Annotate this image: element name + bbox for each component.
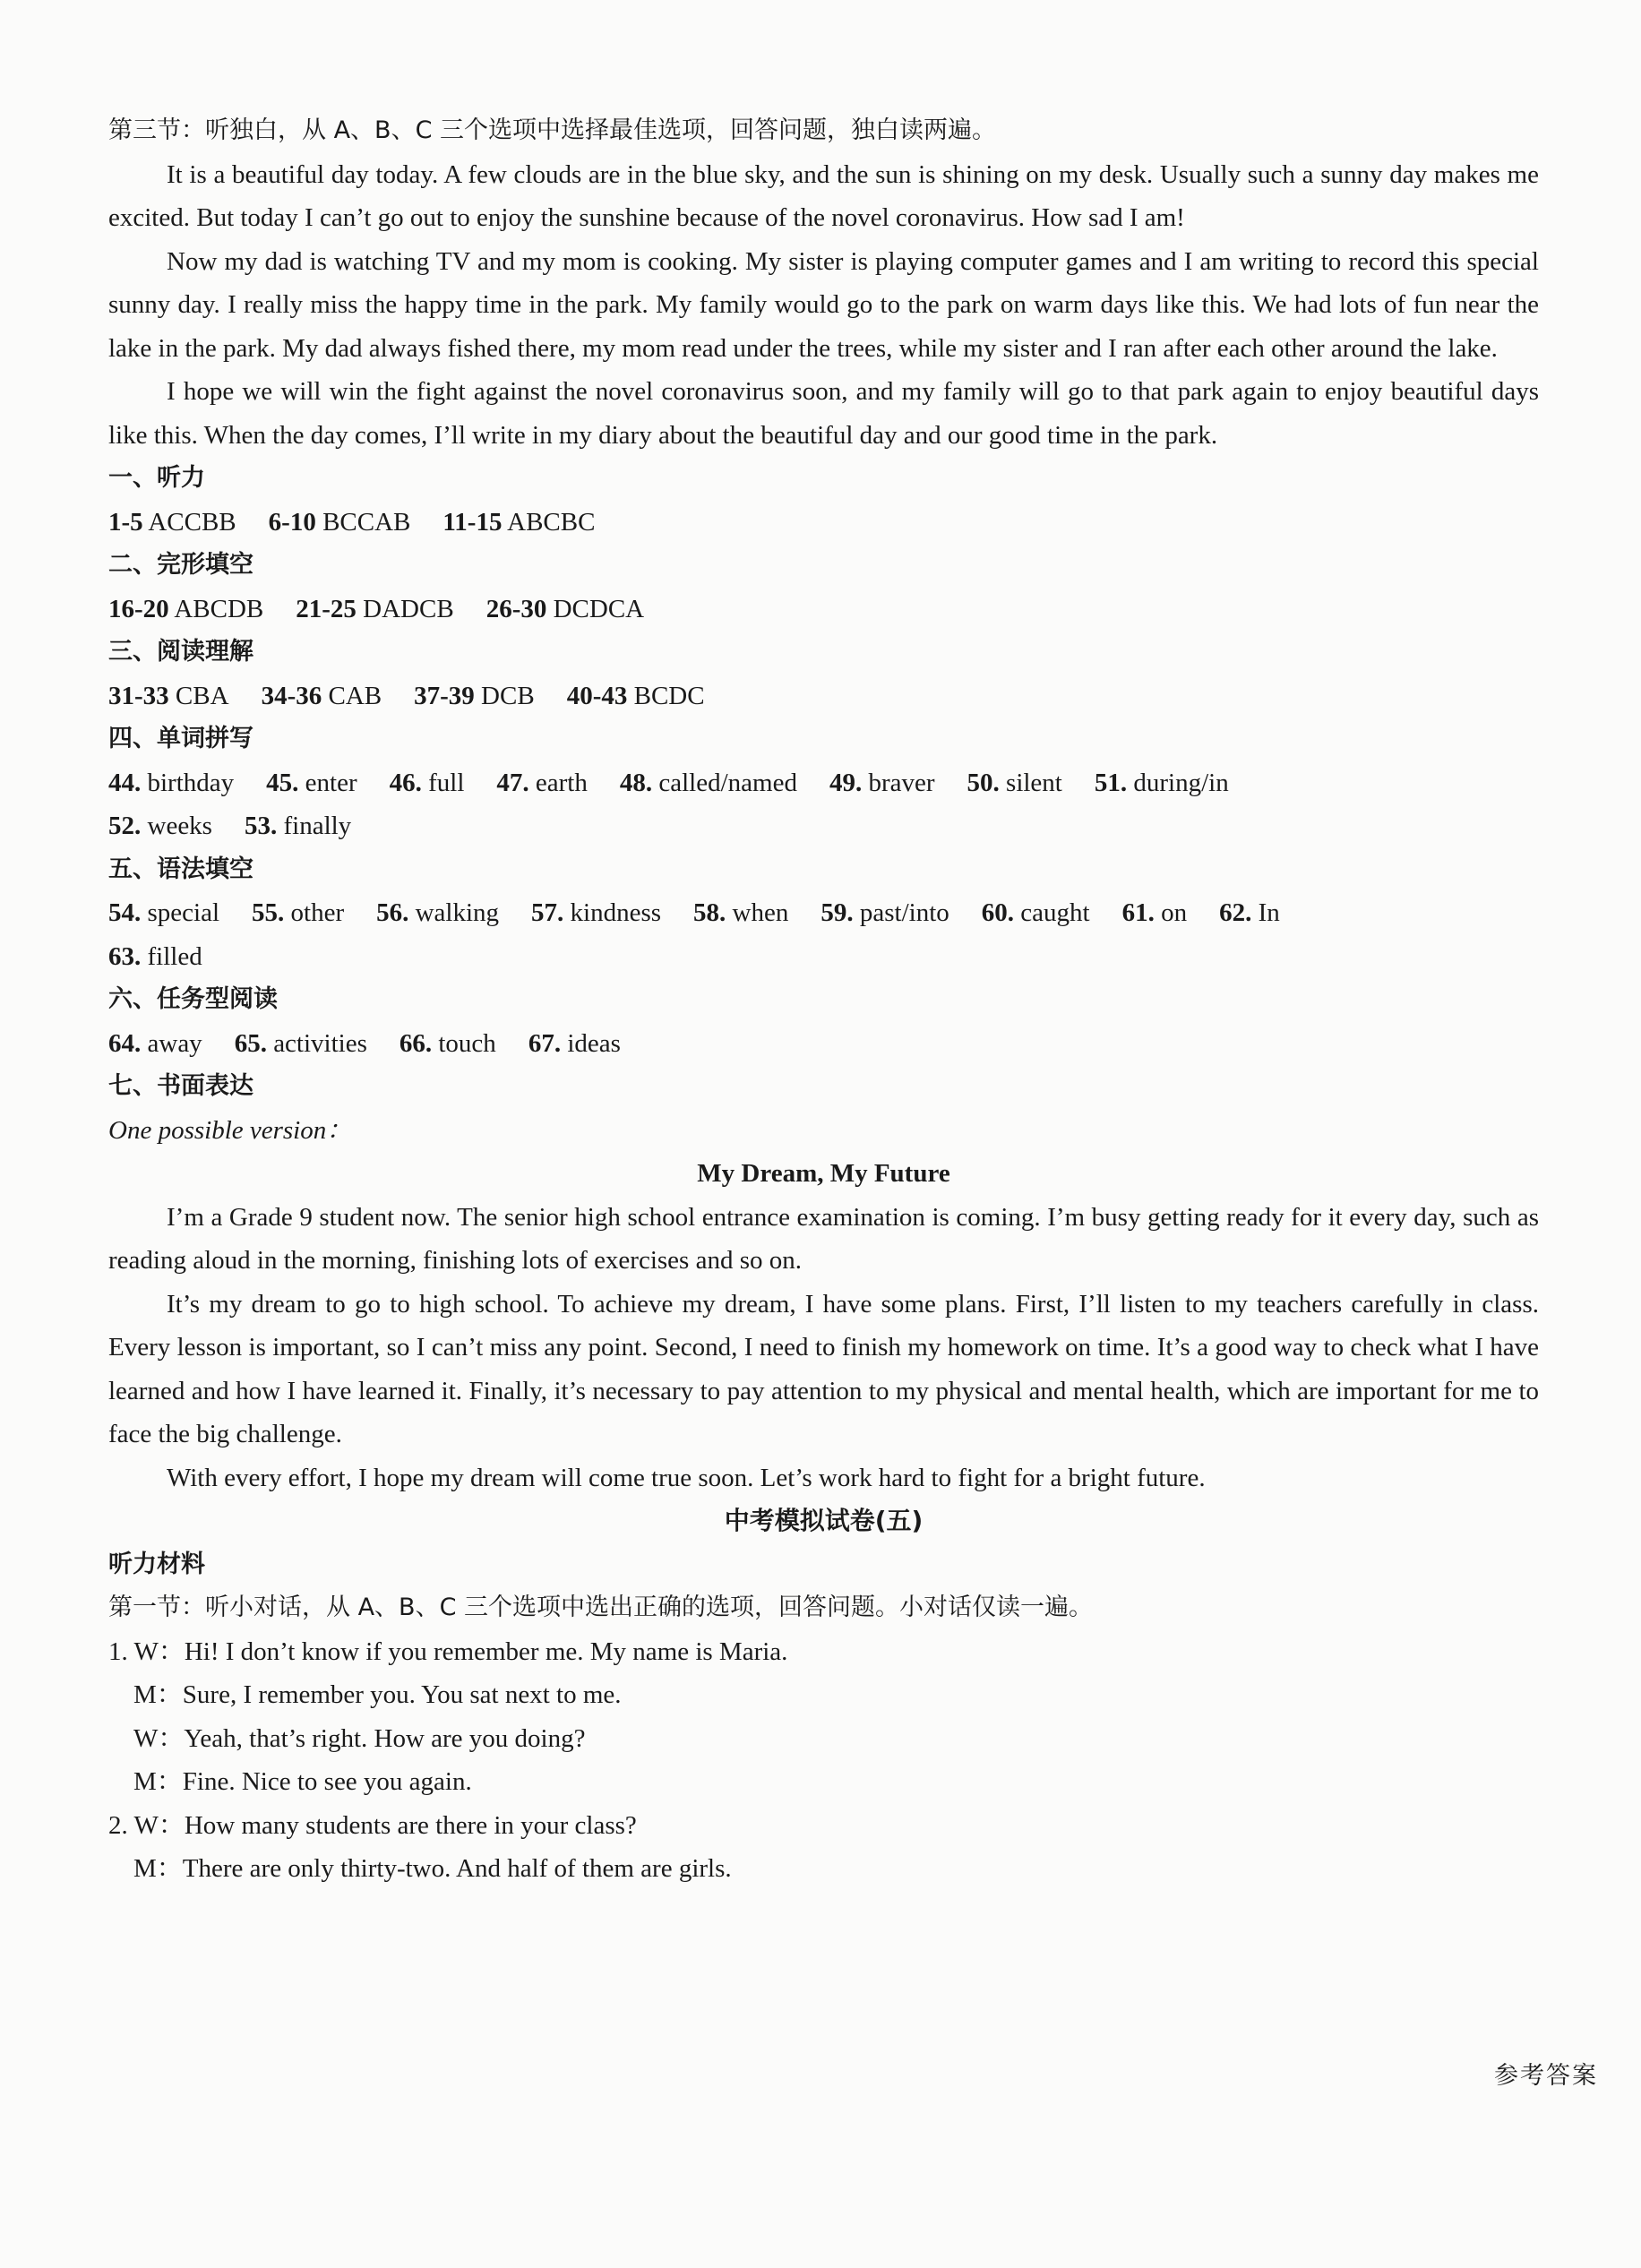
dialog-line (108, 1673, 1539, 1717)
question-number: 26-30 (485, 594, 547, 623)
answer-value: CAB (328, 681, 382, 710)
answer-row (108, 588, 1539, 631)
answer-value: past/into (859, 898, 949, 927)
answer-item (252, 898, 344, 927)
dialog-list (108, 1630, 1539, 1891)
section1-heading: 第一节：听小对话，从 A、B、C 三个选项中选出正确的选项，回答问题。小对话仅读一遍。 (108, 1594, 1094, 1621)
essay-intro: One possible version： (108, 1115, 353, 1145)
question-number: 67. (528, 1028, 562, 1058)
question-number: 52. (108, 812, 142, 840)
answer-value: other (290, 898, 345, 927)
answer-value: ABCDB (174, 594, 264, 623)
dialog-text: Yeah, that’s right. How are you doing? (184, 1723, 586, 1753)
answer-item (620, 769, 797, 797)
question-number: 45. (266, 768, 299, 797)
question-number: 60. (981, 898, 1015, 927)
answer-item (262, 682, 382, 710)
answer-value: ABCBC (507, 507, 596, 537)
answer-row (108, 1022, 1539, 1066)
answer-item (400, 1029, 496, 1058)
question-number: 48. (619, 768, 653, 797)
answer-value: silent (1006, 768, 1062, 797)
question-number: 37-39 (414, 681, 475, 710)
answer-item (235, 1029, 367, 1058)
speaker-label: M： (133, 1680, 183, 1709)
answer-value: DCB (481, 681, 535, 710)
answer-item (1219, 898, 1280, 927)
answer-item (376, 898, 499, 927)
page-content (108, 109, 1539, 1891)
question-number: 47. (496, 768, 529, 797)
question-number: 11-15 (442, 507, 503, 537)
answer-value: finally (283, 812, 352, 840)
exam5-title: 中考模拟试卷(五) (724, 1506, 924, 1535)
answer-row (108, 501, 1539, 545)
question-number: 44. (108, 768, 142, 797)
essay-paragraph-1: I’m a Grade 9 student now. The senior high school entrance examination is coming. I’m busy getting ready for it every day, such as reading aloud in the morning, finishing lots of exercises and so on. (108, 1202, 1539, 1275)
answer-value: BCCAB (322, 507, 411, 537)
answer-item (269, 508, 411, 537)
question-number: 16-20 (108, 594, 169, 623)
answer-value: DCDCA (553, 594, 645, 623)
answer-item (266, 769, 357, 797)
answer-value: kindness (570, 898, 662, 927)
page-footer-label: 参考答案 (1494, 2062, 1598, 2090)
answer-value: full (428, 768, 465, 797)
answer-item (693, 898, 788, 927)
answer-value: when (732, 898, 789, 927)
answer-item (442, 508, 595, 537)
question-number: 64. (108, 1028, 142, 1058)
answer-section-heading: 六、任务型阅读 (108, 985, 278, 1013)
answer-item (1122, 898, 1188, 927)
answer-value: away (147, 1028, 202, 1058)
question-number: 61. (1121, 898, 1155, 927)
answer-section-heading: 二、完形填空 (108, 551, 253, 579)
question-number: 51. (1094, 768, 1128, 797)
answer-section-heading: 一、听力 (108, 464, 205, 492)
answer-value: walking (415, 898, 500, 927)
dialog-text: How many students are there in your class? (184, 1810, 637, 1840)
dialog-text: There are only thirty-two. And half of them are girls. (182, 1854, 732, 1883)
answer-value: ACCBB (148, 507, 236, 537)
answer-item (528, 1029, 621, 1058)
answer-value: BCDC (633, 681, 705, 710)
monologue-paragraph-1: It is a beautiful day today. A few clouds are in the blue sky, and the sun is shining on my desk. Usually such a sunny day makes me excited. But today I can’t go out to enjoy the sunshine because of the novel coronavirus. How sad I am! (108, 159, 1539, 232)
essay-paragraph-3: With every effort, I hope my dream will come true soon. Let’s work hard to fight for a bright future. (167, 1463, 1206, 1492)
answer-item (108, 1029, 202, 1058)
answer-item (296, 595, 453, 623)
answer-section-heading: 四、单词拼写 (108, 725, 253, 752)
question-number: 21-25 (296, 594, 357, 623)
answer-value: activities (273, 1028, 367, 1058)
answer-item (982, 898, 1090, 927)
section3-heading: 第三节：听独白，从 A、B、C 三个选项中选择最佳选项，回答问题，独白读两遍。 (108, 116, 997, 144)
answer-value: caught (1020, 898, 1090, 927)
answer-section-heading: 七、书面表达 (108, 1072, 253, 1100)
answer-value: In (1258, 898, 1280, 927)
answer-item (108, 812, 212, 840)
answer-item (108, 898, 219, 927)
answer-item (567, 682, 705, 710)
listening-heading: 听力材料 (108, 1550, 205, 1578)
dialog-line (108, 1717, 1539, 1761)
dialog-line (108, 1760, 1539, 1804)
answer-row (108, 935, 1539, 979)
answer-value: special (147, 898, 220, 927)
speaker-label: W： (133, 1723, 185, 1753)
answer-item (1095, 769, 1229, 797)
dialog-text: Fine. Nice to see you again. (182, 1767, 472, 1796)
question-number: 62. (1219, 898, 1252, 927)
answer-row (108, 674, 1539, 718)
dialog-line (108, 1630, 1539, 1674)
question-number: 49. (829, 768, 863, 797)
question-number: 46. (389, 768, 422, 797)
question-number: 50. (967, 768, 1000, 797)
answer-value: braver (868, 768, 935, 797)
answer-item (108, 682, 229, 710)
monologue-paragraph-3: I hope we will win the fight against the novel coronavirus soon, and my family will go to that park again to enjoy beautiful days like this. When the day comes, I’ll write in my diary about the beautiful day and our good time in the park. (108, 377, 1539, 450)
answer-item (829, 769, 935, 797)
speaker-label: M： (133, 1767, 183, 1796)
answer-section-heading: 五、语法填空 (108, 855, 253, 883)
speaker-label: 2. W： (108, 1810, 185, 1840)
answer-item (531, 898, 661, 927)
answer-value: touch (438, 1028, 496, 1058)
answer-value: on (1161, 898, 1188, 927)
answer-item (390, 769, 465, 797)
question-number: 58. (693, 898, 726, 927)
question-number: 66. (399, 1028, 433, 1058)
question-number: 55. (252, 898, 285, 927)
essay-paragraph-2: It’s my dream to go to high school. To achieve my dream, I have some plans. First, I’ll listen to my teachers carefully in class. Every lesson is important, so I can’t miss any point. Second, I need to finish my homework on time. It’s a good way to check what I have learned and how I have learned it. Finally, it’s necessary to pay attention to my physical and mental health, which are important for me to face the big challenge. (108, 1289, 1539, 1448)
question-number: 40-43 (566, 681, 628, 710)
speaker-label: M： (133, 1854, 183, 1883)
question-number: 54. (108, 898, 142, 927)
question-number: 56. (376, 898, 409, 927)
essay-title: My Dream, My Future (697, 1159, 950, 1188)
answer-value: during/in (1133, 768, 1229, 797)
question-number: 1-5 (108, 507, 143, 537)
question-number: 65. (234, 1028, 267, 1058)
answer-row (108, 891, 1539, 935)
answer-row (108, 761, 1539, 805)
answer-value: CBA (175, 681, 229, 710)
answer-value: called/named (658, 768, 797, 797)
answer-value: enter (305, 768, 357, 797)
dialog-line (108, 1804, 1539, 1848)
answer-value: filled (147, 941, 202, 971)
answer-item (108, 942, 202, 971)
answer-value: DADCB (363, 594, 454, 623)
answer-item (414, 682, 535, 710)
answer-item (245, 812, 351, 840)
question-number: 53. (244, 812, 278, 840)
answer-value: weeks (147, 812, 212, 840)
question-number: 31-33 (108, 681, 169, 710)
answer-key (108, 457, 1539, 1109)
answer-value: earth (535, 768, 588, 797)
answer-value: ideas (567, 1028, 621, 1058)
answer-item (967, 769, 1062, 797)
dialog-text: Sure, I remember you. You sat next to me. (182, 1680, 622, 1709)
question-number: 57. (531, 898, 564, 927)
answer-value: birthday (147, 768, 235, 797)
dialog-text: Hi! I don’t know if you remember me. My name is Maria. (184, 1637, 788, 1666)
question-number: 63. (108, 941, 142, 971)
answer-item (108, 508, 236, 537)
speaker-label: 1. W： (108, 1637, 185, 1666)
monologue-paragraph-2: Now my dad is watching TV and my mom is cooking. My sister is playing computer games and I am writing to record this special sunny day. I really miss the happy time in the park. My family would go to the park on warm days like this. We had lots of fun near the lake in the park. My dad always fished there, my mom read under the trees, while my sister and I ran after each other around the lake. (108, 246, 1539, 363)
dialog-line (108, 1847, 1539, 1891)
answer-item (108, 769, 234, 797)
answer-item (486, 595, 644, 623)
answer-row (108, 804, 1539, 848)
question-number: 6-10 (268, 507, 316, 537)
answer-item (108, 595, 263, 623)
answer-item (496, 769, 587, 797)
question-number: 59. (820, 898, 854, 927)
question-number: 34-36 (261, 681, 322, 710)
answer-section-heading: 三、阅读理解 (108, 638, 253, 666)
answer-item (820, 898, 949, 927)
